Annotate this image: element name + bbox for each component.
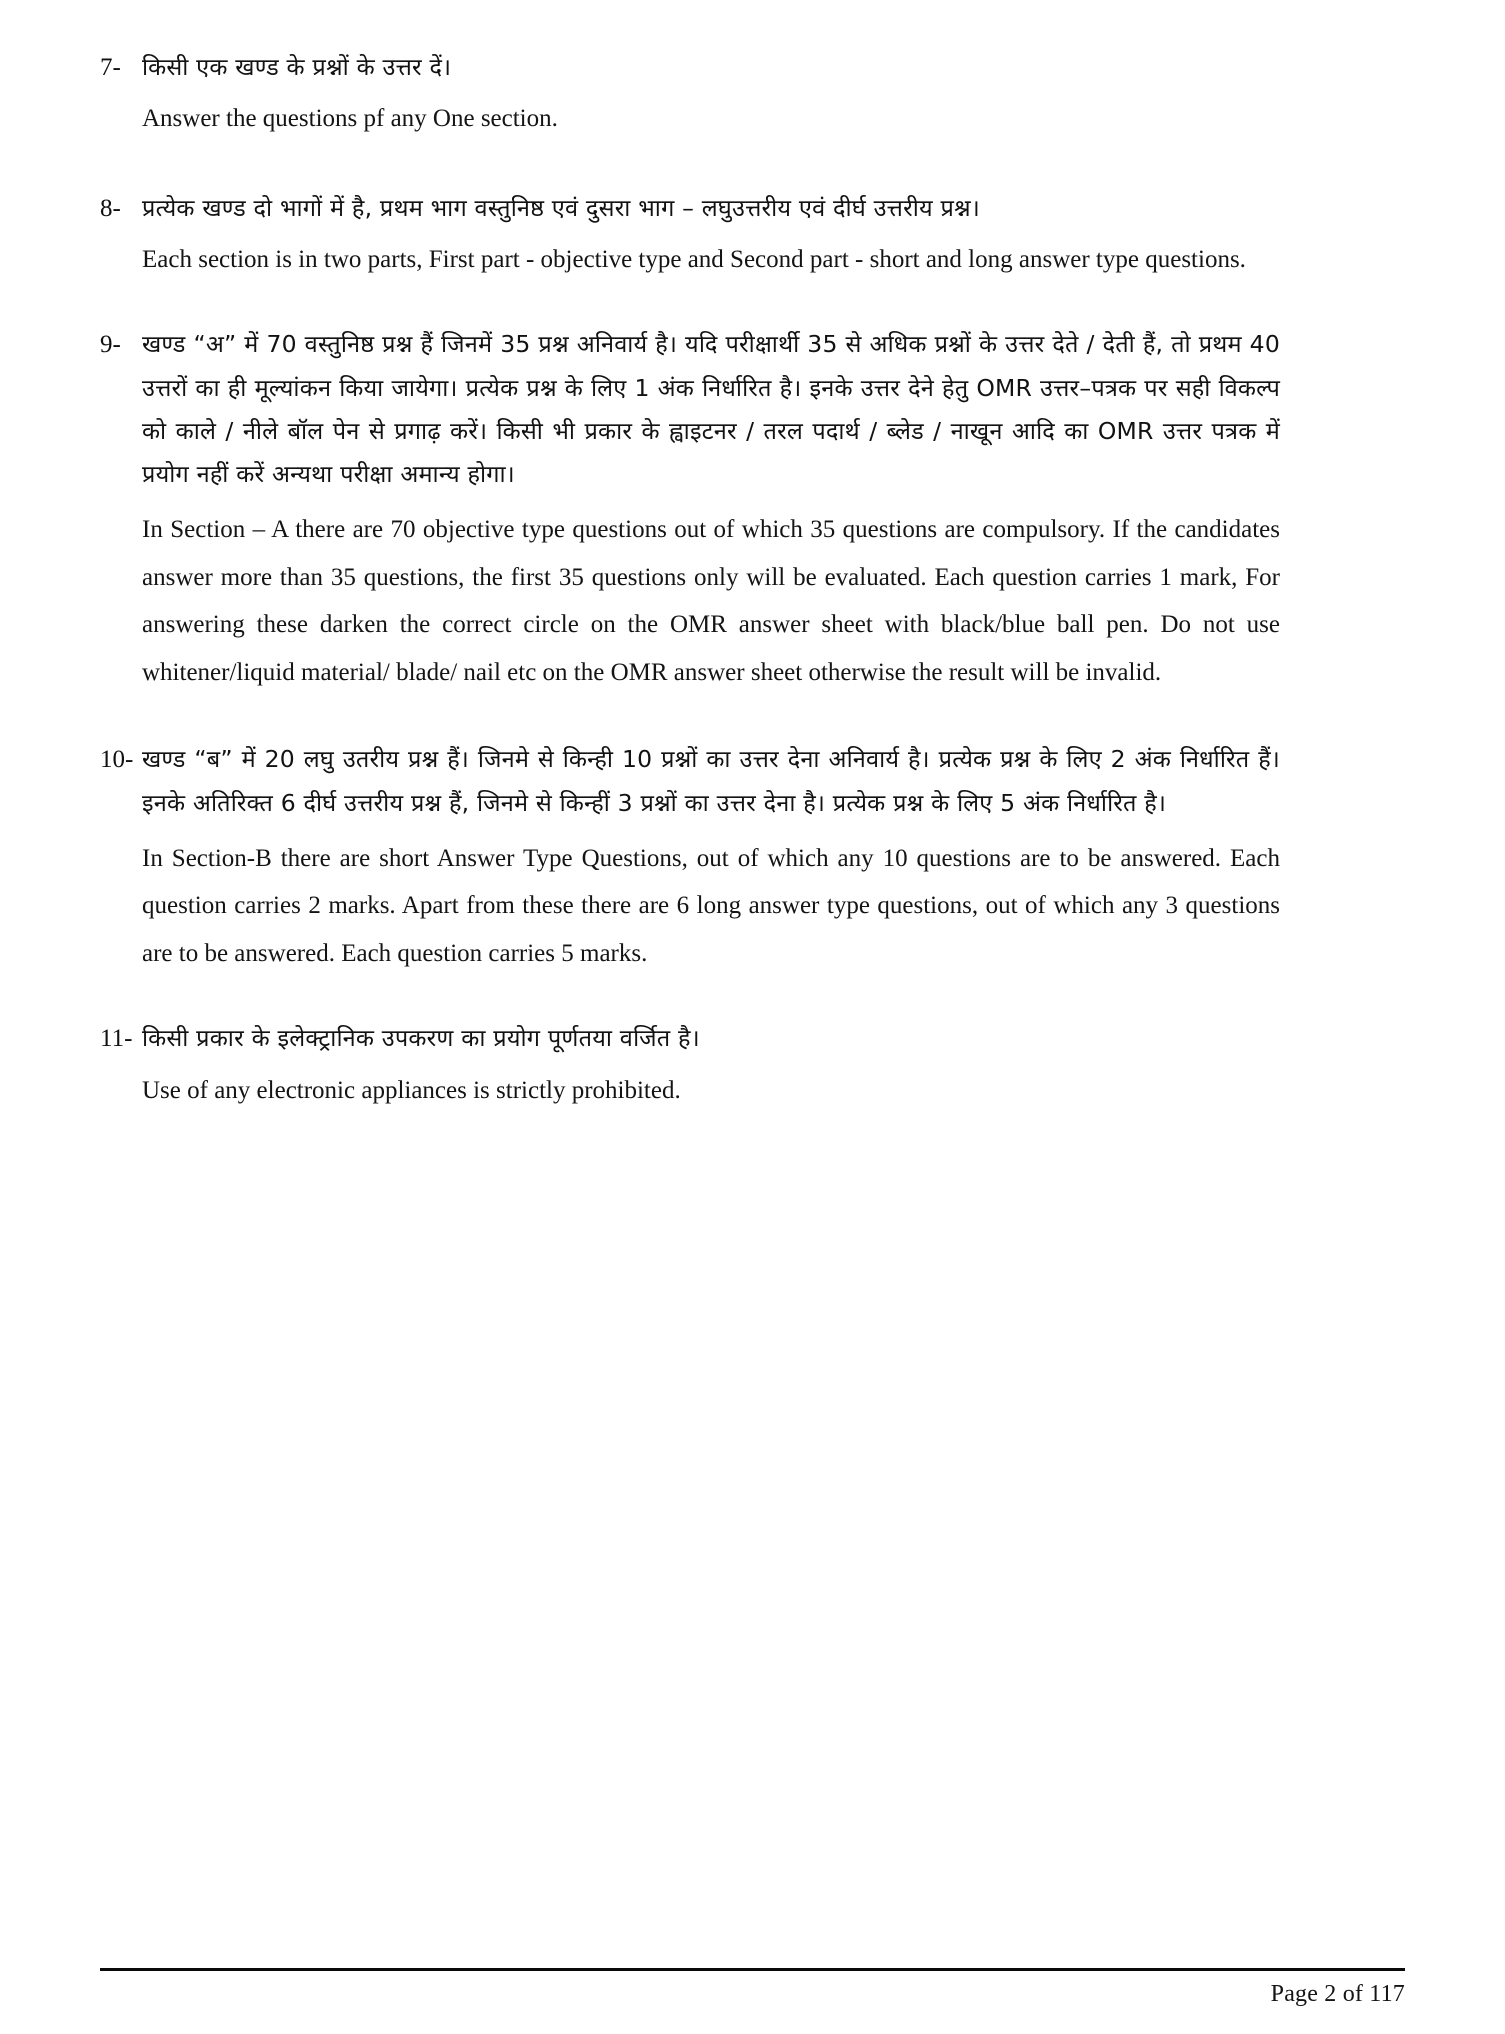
instruction-item-10	[100, 738, 1280, 977]
instruction-english-8: Each section is in two parts, First part - objective type and Second part - short and long answer type questions.	[142, 245, 1246, 273]
instruction-number-8: 8-	[100, 194, 121, 222]
instruction-item-7	[100, 46, 1280, 143]
instruction-english-7: Answer the questions pf any One section.	[142, 105, 558, 133]
instruction-item-8	[100, 187, 1280, 284]
instruction-number-7: 7-	[100, 54, 121, 81]
footer-divider	[100, 1968, 1405, 1971]
instruction-hindi-8: प्रत्येक खण्ड दो भागों में है, प्रथम भाग वस्तुनिष्ठ एवं दुसरा भाग – लघुउत्तरीय एवं दीर्घ उत्तरीय प्रश्न।	[142, 193, 980, 222]
page-footer	[100, 1968, 1405, 2008]
instruction-number-9: 9-	[100, 331, 121, 359]
instructions-list	[100, 46, 1280, 1114]
instruction-body-9	[142, 323, 1280, 696]
instruction-english-9: In Section – A there are 70 objective type questions out of which 35 questions are compulsory. If the candidates answer more than 35 questions, the first 35 questions only will be evaluated. Each question carries 1 mark, For answering these darken the correct circle on the OMR answer sheet with black/blue ball pen. Do not use whitener/liquid material/ blade/ nail etc on the OMR answer sheet otherwise the result will be invalid.	[142, 516, 1280, 686]
instruction-number-10: 10-	[100, 746, 134, 774]
page-number-label: Page 2 of 117	[1270, 1981, 1405, 2007]
instruction-body-11	[142, 1017, 1280, 1114]
instruction-body-7	[142, 46, 1280, 143]
instruction-hindi-7: किसी एक खण्ड के प्रश्नों के उत्तर दें।	[142, 53, 452, 81]
instruction-english-10: In Section-B there are short Answer Type Questions, out of which any 10 questions are to be answered. Each question carries 2 marks. Apart from these there are 6 long answer type questions, out of which any 3 questions are to be answered. Each question carries 5 marks.	[142, 844, 1280, 967]
instruction-number-11: 11-	[100, 1025, 133, 1053]
instruction-item-9	[100, 323, 1280, 696]
instruction-body-8	[142, 187, 1280, 284]
instruction-body-10	[142, 738, 1280, 977]
instruction-hindi-10: खण्ड “ब” में 20 लघु उतरीय प्रश्न हैं। जिनमे से किन्ही 10 प्रश्नों का उत्तर देना अनिवार्य है। प्रत्येक प्रश्न के लिए 2 अंक निर्धारित हैं। इनके अतिरिक्त 6 दीर्घ उत्तरीय प्रश्न हैं, जिनमे से किन्हीं 3 प्रश्नों का उत्तर देना है। प्रत्येक प्रश्न के लिए 5 अंक निर्धारित है।	[142, 745, 1280, 817]
instruction-english-11: Use of any electronic appliances is strictly prohibited.	[142, 1076, 681, 1104]
instruction-hindi-11: किसी प्रकार के इलेक्ट्रानिक उपकरण का प्रयोग पूर्णतया वर्जित है।	[142, 1024, 700, 1053]
instruction-hindi-9: खण्ड “अ” में 70 वस्तुनिष्ठ प्रश्न हैं जिनमें 35 प्रश्न अनिवार्य है। यदि परीक्षार्थी 35 से अधिक प्रश्नों के उत्तर देते / देती हैं, तो प्रथम 40 उत्तरों का ही मूल्यांकन किया जायेगा। प्रत्येक प्रश्न के लिए 1 अंक निर्धारित है। इनके उत्तर देने हेतु OMR उत्तर–पत्रक पर सही विकल्प को काले / नीले बॉल पेन से प्रगाढ़ करें। किसी भी प्रकार के ह्वाइटनर / तरल पदार्थ / ब्लेड / नाखून आदि का OMR उत्तर पत्रक में प्रयोग नहीं करें अन्यथा परीक्षा अमान्य होगा।	[142, 330, 1280, 489]
instruction-item-11	[100, 1017, 1280, 1114]
